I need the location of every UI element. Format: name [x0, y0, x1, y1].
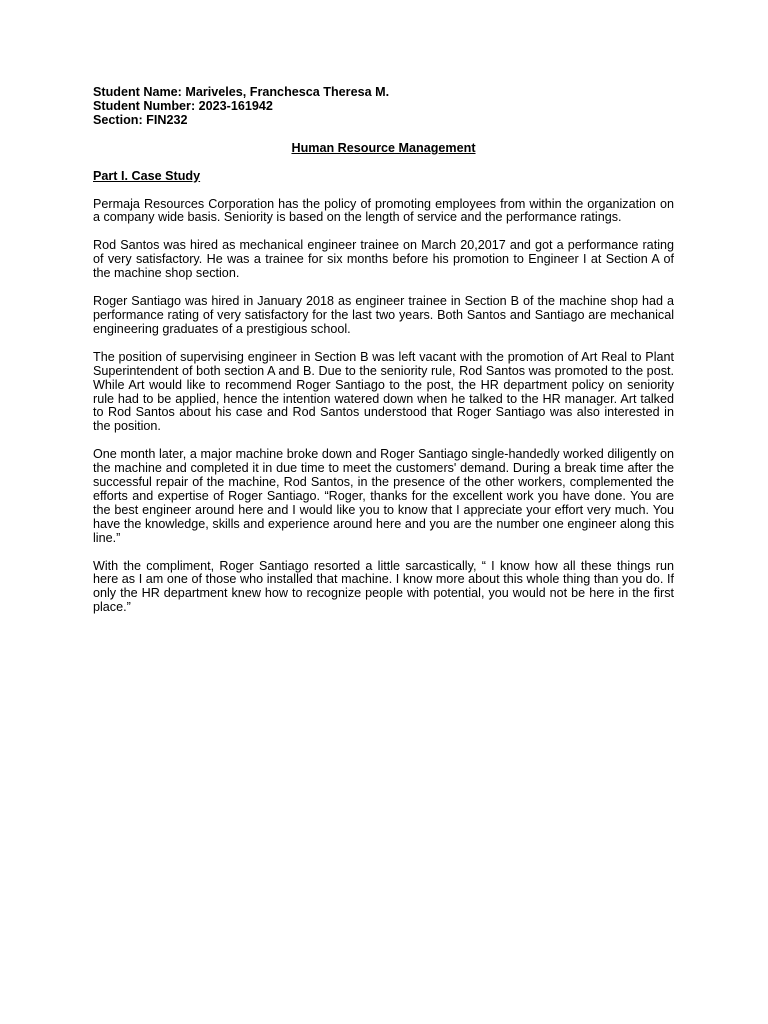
document-page — [93, 86, 674, 615]
paragraph: Roger Santiago was hired in January 2018 as engineer trainee in Section B of the machine shop had a performance rating of very satisfactory for the last two years. Both Santos and Santiago are mechanical engineering graduates of a prestigious school. — [93, 294, 674, 336]
part-heading: Part I. Case Study — [93, 168, 201, 183]
student-name: Student Name: Mariveles, Franchesca Theresa M. — [93, 85, 390, 99]
paragraph: With the compliment, Roger Santiago resorted a little sarcastically, “ I know how all these things run here as I am one of those who installed that machine. I know more about this whole thing than you do. If only the HR department knew how to recognize people with potential, you would not be here in the first place.” — [93, 558, 674, 615]
paragraph: Permaja Resources Corporation has the policy of promoting employees from within the organization on a company wide basis. Seniority is based on the length of service and the performance ratings. — [93, 196, 674, 225]
student-number: Student Number: 2023-161942 — [93, 98, 273, 113]
paragraph: The position of supervising engineer in Section B was left vacant with the promotion of Art Real to Plant Superintendent of both section A and B. Due to the seniority rule, Rod Santos was promoted to the post. While Art would like to recommend Roger Santiago to the post, the HR department policy on seniority rule had to be applied, hence the intention watered down when he talked to the HR manager. Art talked to Rod Santos about his case and Rod Santos understood that Roger Santiago was also interested in the position. — [93, 349, 674, 434]
document-title: Human Resource Management — [291, 140, 476, 155]
paragraph: One month later, a major machine broke down and Roger Santiago single-handedly worked diligently on the machine and completed it in due time to meet the customers' demand. During a break time after the successful repair of the machine, Rod Santos, in the presence of the other workers, complemented the efforts and expertise of Roger Santiago. “Roger, thanks for the excellent work you have done. You are the best engineer around here and I would like you to know that I appreciate your effort very much. You have the knowledge, skills and experience around here and you are the number one engineer along this line.” — [93, 447, 674, 545]
paragraph: Rod Santos was hired as mechanical engineer trainee on March 20,2017 and got a performance rating of very satisfactory. He was a trainee for six months before his promotion to Engineer I at Section A of the machine shop section. — [93, 238, 674, 281]
section-label: Section: FIN232 — [93, 112, 188, 127]
